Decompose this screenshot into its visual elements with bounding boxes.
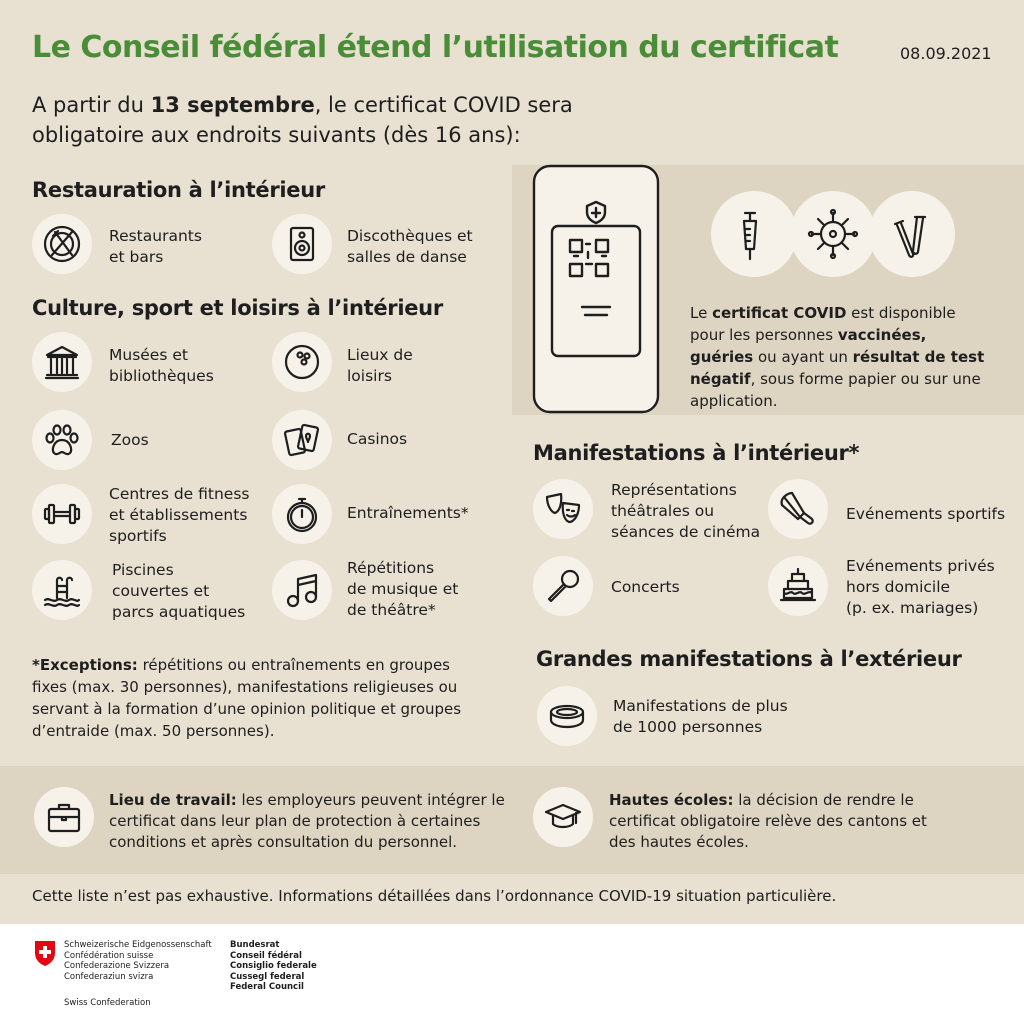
label-evenements-sportifs: Evénements sportifs	[846, 505, 1006, 523]
workplace-info: Lieu de travail: les employeurs peuvent intégrer le certificat dans leur plan de protection à certaines conditions et après consultation du personnel.	[109, 791, 505, 851]
label-musees: Musées et bibliothèques	[109, 346, 214, 385]
section-title-manifestations: Manifestations à l’intérieur*	[533, 441, 860, 465]
theater-masks-icon	[533, 479, 593, 539]
dumbbell-icon	[32, 484, 92, 544]
virus-icon	[790, 191, 876, 277]
exceptions-note: *Exceptions: répétitions ou entraînements en groupes fixes (max. 30 personnes), manifestations religieuses ou servant à la formation d’une opinion politique et groupes d’entraide (max. 50 personnes).	[32, 656, 462, 740]
label-evenements-prives: Evénements privés hors domicile (p. ex. mariages)	[846, 557, 995, 617]
museum-icon	[32, 332, 92, 392]
bowling-ball-icon	[272, 332, 332, 392]
graduation-cap-icon	[533, 787, 593, 847]
briefcase-icon	[34, 787, 94, 847]
stopwatch-icon	[272, 484, 332, 544]
playing-cards-icon	[272, 410, 332, 470]
microphone-icon	[533, 556, 593, 616]
section-title-restauration: Restauration à l’intérieur	[32, 178, 325, 202]
paw-icon	[32, 410, 92, 470]
label-lieux-loisirs: Lieux de loisirs	[347, 346, 413, 385]
label-manifestations-1000: Manifestations de plus de 1000 personnes	[613, 697, 788, 736]
label-discotheques: Discothèques et salles de danse	[347, 227, 473, 266]
plate-cutlery-icon	[32, 214, 92, 274]
label-piscines: Piscines couvertes et parcs aquatiques	[112, 561, 246, 621]
university-info: Hautes écoles: la décision de rendre le certificat obligatoire relève des cantons et des hautes écoles.	[609, 791, 927, 851]
page-title: Le Conseil fédéral étend l’utilisation du certificat	[32, 30, 839, 65]
label-zoos: Zoos	[111, 431, 149, 449]
footer-note: Cette liste n’est pas exhaustive. Informations détaillées dans l’ordonnance COVID-19 situation particulière.	[32, 887, 837, 905]
smartphone-qr-icon	[532, 164, 660, 420]
wedding-cake-icon	[768, 556, 828, 616]
label-fitness: Centres de fitness et établissements sportifs	[109, 485, 250, 545]
label-representations: Représentations théâtrales ou séances de cinéma	[611, 481, 761, 541]
certificate-info: Le certificat COVID est disponible pour les personnes vaccinées, guéries ou ayant un résultat de test négatif, sous forme papier ou sur une application.	[690, 304, 985, 410]
label-entrainements: Entraînements*	[347, 504, 469, 522]
section-title-grandes-manifestations: Grandes manifestations à l’extérieur	[536, 647, 962, 671]
shuttlecock-icon	[768, 479, 828, 539]
confederation-names: Schweizerische Eidgenossenschaft Confédération suisse Confederazione Svizzera Confederaziun svizra	[64, 940, 212, 982]
stadium-icon	[537, 686, 597, 746]
speaker-icon	[272, 214, 332, 274]
test-tubes-icon	[869, 191, 955, 277]
swimming-pool-icon	[32, 560, 92, 620]
publication-date: 08.09.2021	[900, 44, 992, 63]
intro-text: A partir du 13 septembre, le certificat COVID sera obligatoire aux endroits suivants (dès 16 ans):	[32, 93, 573, 147]
label-repetitions: Répétitions de musique et de théâtre*	[347, 559, 459, 619]
label-restaurants: Restaurants et bars	[109, 227, 202, 266]
swiss-flag-icon	[33, 939, 57, 971]
label-concerts: Concerts	[611, 578, 680, 596]
label-casinos: Casinos	[347, 430, 408, 448]
swiss-confederation: Swiss Confederation	[64, 998, 151, 1008]
federal-council-names: Bundesrat Conseil fédéral Consiglio federale Cussegl federal Federal Council	[230, 940, 317, 992]
syringe-icon	[711, 191, 797, 277]
music-note-icon	[272, 560, 332, 620]
section-title-culture: Culture, sport et loisirs à l’intérieur	[32, 296, 443, 320]
